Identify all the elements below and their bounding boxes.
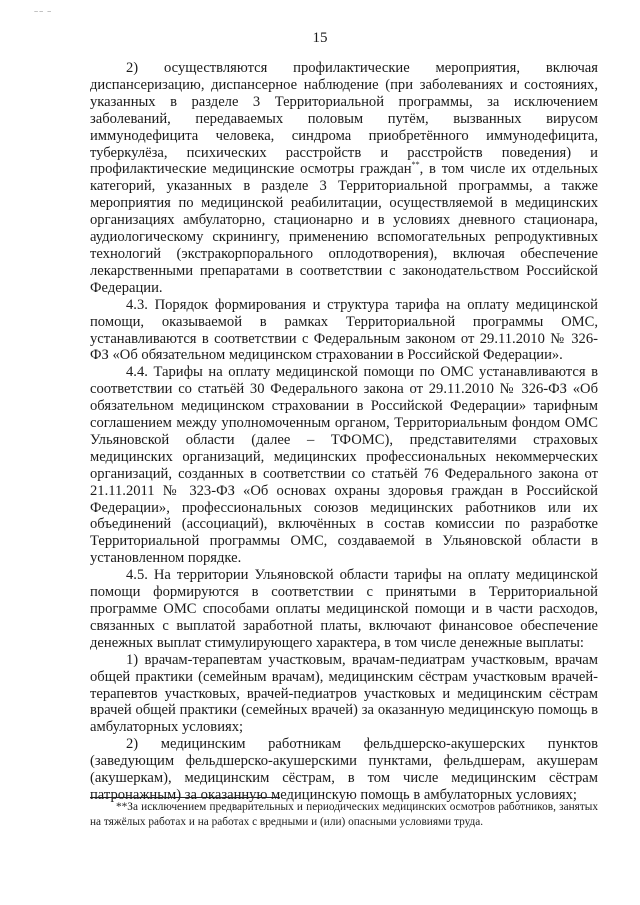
list-item-2: 2) медицинским работникам фельдшерско-акушерских пунктов (заведующим фельдшерско-акушерскими пунктами, фельдшерам, акушерам (акушеркам), медицинским сёстрам, в том числе медицинским сёстрам патронажным) за оказанную медицинскую помощь в амбулаторных условиях; bbox=[90, 736, 598, 803]
list-item-1: 1) врачам-терапевтам участковым, врачам-педиатрам участковым, врачам общей практики (семейным врачам), медицинским сёстрам участковым врачей-терапевтов участковых, врачей-педиатров участковых и медицинским сёстрам врачей общей практики (семейных врачей) за оказанную медицинскую помощь в амбулаторных условиях; bbox=[90, 651, 598, 736]
footnote-text: За исключением предварительных и периодических медицинских осмотров работников, занятых на тяжёлых работах и на работах с вредными и (или) опасными условиями труда. bbox=[90, 801, 598, 828]
paragraph-lead-text: 2) осуществляются профилактические мероприятия, включая диспансеризацию, диспансерное наблюдение (при заболеваниях и состояниях, указанных в разделе 3 Территориальной программы, за исключением заболеваний, передаваемых половым путём, вызванных вирусом иммунодефицита человека, синдрома приобретённого иммунодефицита, туберкулёза, психических расстройств и расстройств поведения) и профилактические медицинские осмотры граждан bbox=[90, 60, 598, 178]
footnote-marker: ** bbox=[116, 801, 128, 813]
paragraph-4-5: 4.5. На территории Ульяновской области тарифы на оплату медицинской помощи формируются в соответствии с принятыми в Территориальной программе ОМС способами оплаты медицинской помощи и в части расходов, связанных с выплатой заработной платы, включают финансовое обеспечение денежных выплат стимулирующего характера, в том числе денежные выплаты: bbox=[90, 567, 598, 651]
document-body bbox=[90, 60, 598, 804]
paragraph-item-2 bbox=[90, 60, 598, 297]
paragraph-4-3: 4.3. Порядок формирования и структура тарифа на оплату медицинской помощи, оказываемой в рамках Территориальной программы ОМС, устанавливаются в соответствии с Федеральным законом от 29.11.2010 № 326-ФЗ «Об обязательном медицинском страховании в Российской Федерации». bbox=[90, 296, 598, 364]
paragraph-4-4: 4.4. Тарифы на оплату медицинской помощи по ОМС устанавливаются в соответствии со статьёй 30 Федерального закона от 29.11.2010 № 326-ФЗ «Об обязательном медицинском страховании в Российской Федерации» тарифным соглашением между уполномоченным органом, Территориальным фондом ОМС Ульяновской области (далее – ТФОМС), представителями страховых медицинских организаций, медицинских профессиональных некоммерческих организаций, созданных в соответствии со статьёй 76 Федерального закона от 21.11.2011 № 323-ФЗ «Об основах охраны здоровья граждан в Российской Федерации», профессиональных союзов медицинских работников или их объединений (ассоциаций), включённых в состав комиссии по разработке Территориальной программы ОМС, создаваемой в Ульяновской области в установленном порядке. bbox=[90, 364, 598, 567]
footnote-divider bbox=[90, 797, 280, 798]
scan-mark: ~~ ~ bbox=[34, 9, 53, 16]
footnote bbox=[90, 800, 598, 829]
page-number: 15 bbox=[312, 30, 328, 46]
footnote-reference[interactable]: ** bbox=[411, 160, 420, 170]
paragraph-continuation-text: , в том числе их отдельных категорий, указанных в разделе 3 Территориальной программы, а также мероприятия по медицинской реабилитации, осуществляемой в медицинских организациях амбулаторно, стационарно и в условиях дневного стационара, аудиологическому скринингу, применению вспомогательных репродуктивных технологий (экстракорпорального оплодотворения), включая обеспечение лекарственными препаратами в соответствии с законодательством Российской Федерации. bbox=[90, 161, 598, 296]
